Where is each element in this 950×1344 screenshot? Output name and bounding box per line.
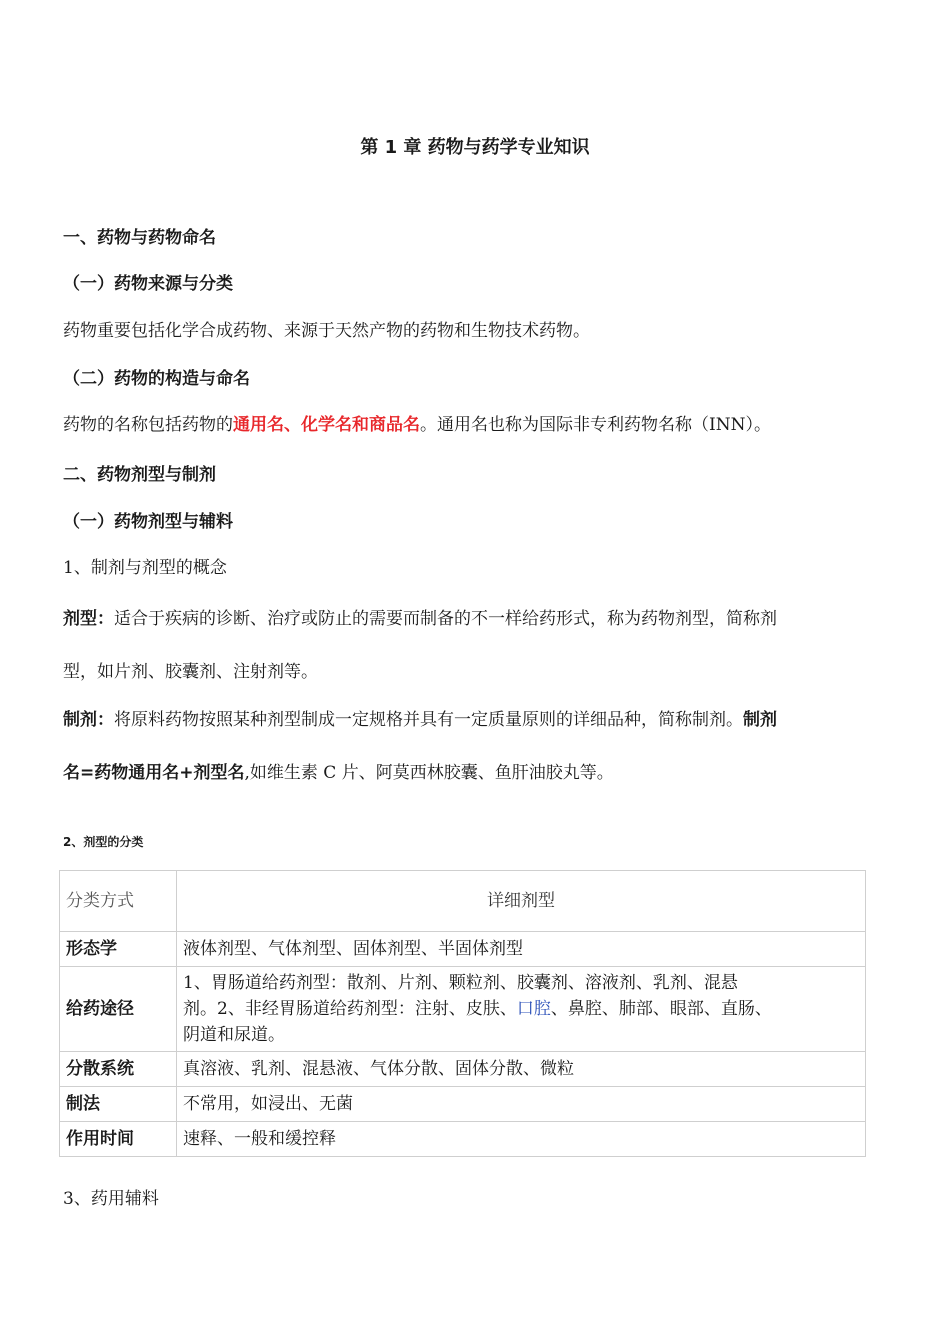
subsection-heading-2-1: （一）药物剂型与辅料 bbox=[63, 512, 233, 532]
paragraph-preparation-line1 bbox=[63, 705, 777, 730]
preparation-label: 制剂： bbox=[63, 710, 114, 730]
row-label: 制法 bbox=[60, 1087, 177, 1122]
row-label: 形态学 bbox=[60, 932, 177, 967]
paragraph-preparation-line2 bbox=[63, 758, 614, 783]
row-value: 真溶液、乳剂、混悬液、气体分散、固体分散、微粒 bbox=[177, 1052, 866, 1087]
table-header-row bbox=[60, 871, 866, 932]
subsection-heading-1-2: （二）药物的构造与命名 bbox=[63, 369, 250, 389]
route-line-3: 阴道和尿道。 bbox=[183, 1025, 285, 1045]
table-row bbox=[60, 1052, 866, 1087]
row-value: 速释、一般和缓控释 bbox=[177, 1122, 866, 1157]
paragraph-dosage-form-line1 bbox=[63, 604, 777, 629]
preparation-formula: 名=药物通用名+剂型名 bbox=[63, 763, 245, 783]
drug-names-text-pre: 药物的名称包括药物的 bbox=[63, 415, 233, 435]
row-value bbox=[177, 967, 866, 1052]
route-line-2-post: 、鼻腔、肺部、眼部、直肠、 bbox=[550, 999, 772, 1019]
drug-names-emphasis: 通用名、化学名和商品名 bbox=[233, 415, 420, 435]
dosage-label: 剂型： bbox=[63, 609, 114, 629]
table-row bbox=[60, 967, 866, 1052]
table-header-cell: 详细剂型 bbox=[177, 871, 866, 932]
list-item-3: 3、药用辅料 bbox=[63, 1189, 159, 1209]
preparation-text-1: 将原料药物按照某种剂型制成一定规格并具有一定质量原则的详细品种，简称制剂。 bbox=[114, 710, 743, 730]
row-value: 液体剂型、气体剂型、固体剂型、半固体剂型 bbox=[177, 932, 866, 967]
list-item-2: 2、剂型的分类 bbox=[63, 835, 144, 849]
route-line-1: 1、胃肠道给药剂型：散剂、片剂、颗粒剂、胶囊剂、溶液剂、乳剂、混悬 bbox=[183, 973, 738, 993]
paragraph-drug-names bbox=[63, 410, 771, 435]
table-row bbox=[60, 932, 866, 967]
table-row bbox=[60, 1087, 866, 1122]
preparation-text-2: ,如维生素 C 片、阿莫西林胶囊、鱼肝油胶丸等。 bbox=[244, 763, 614, 783]
route-line-2-pre: 剂。2、非经胃肠道给药剂型：注射、皮肤、 bbox=[183, 999, 517, 1019]
paragraph-drug-sources: 药物重要包括化学合成药物、来源于天然产物的药物和生物技术药物。 bbox=[63, 321, 590, 341]
subsection-heading-1-1: （一）药物来源与分类 bbox=[63, 274, 233, 294]
chapter-title: 第 1 章 药物与药学专业知识 bbox=[360, 137, 590, 158]
table-header-cell: 分类方式 bbox=[60, 871, 177, 932]
paragraph-dosage-form-line2: 型，如片剂、胶囊剂、注射剂等。 bbox=[63, 662, 318, 682]
section-heading-2: 二、药物剂型与制剂 bbox=[63, 465, 216, 485]
section-heading-1: 一、药物与药物命名 bbox=[63, 228, 216, 248]
table-row bbox=[60, 1122, 866, 1157]
row-value: 不常用，如浸出、无菌 bbox=[177, 1087, 866, 1122]
oral-cavity-link[interactable]: 口腔 bbox=[516, 999, 551, 1019]
row-label: 给药途径 bbox=[60, 967, 177, 1052]
dosage-classification-table bbox=[59, 870, 866, 1157]
route-line-2 bbox=[183, 996, 859, 1022]
row-label: 作用时间 bbox=[60, 1122, 177, 1157]
list-item-1: 1、制剂与剂型的概念 bbox=[63, 558, 227, 578]
preparation-bold-a: 制剂 bbox=[743, 710, 777, 730]
drug-names-text-post: 。通用名也称为国际非专利药物名称（INN）。 bbox=[420, 415, 771, 435]
dosage-text-1: 适合于疾病的诊断、治疗或防止的需要而制备的不一样给药形式，称为药物剂型，简称剂 bbox=[114, 609, 777, 629]
row-label: 分散系统 bbox=[60, 1052, 177, 1087]
